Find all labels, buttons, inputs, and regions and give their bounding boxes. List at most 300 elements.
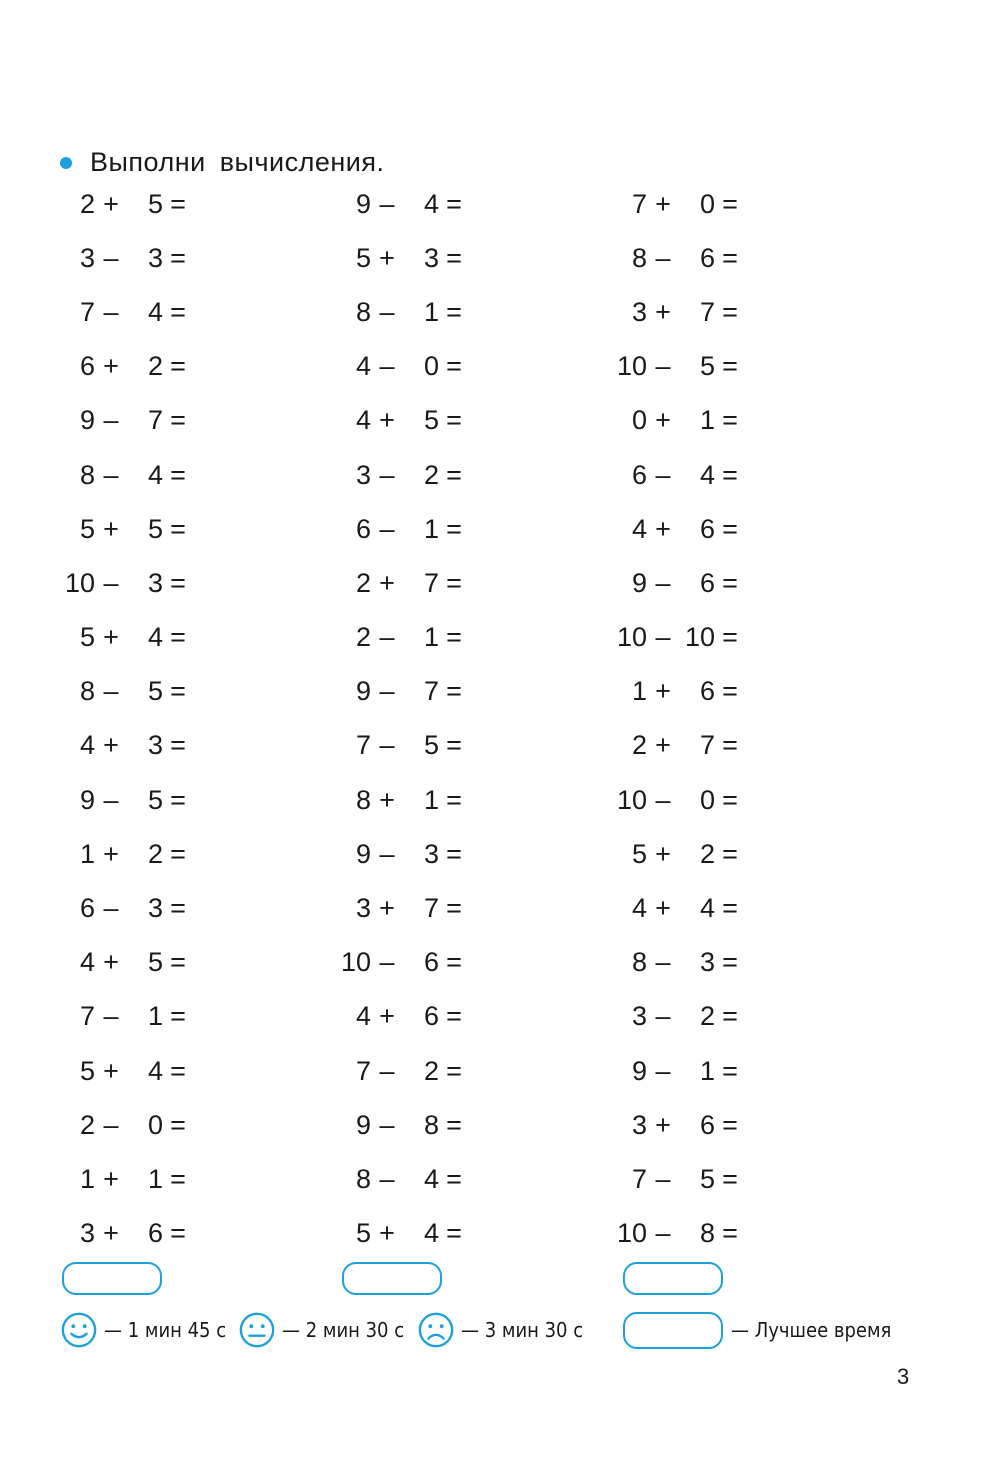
equation-row: [607, 340, 807, 394]
equals-sign: =: [722, 567, 738, 598]
page-number: 3: [897, 1364, 910, 1389]
legend-best-text: — Лучшее время: [731, 1318, 892, 1342]
equals-sign: =: [446, 459, 462, 490]
operand-a: 8: [355, 1163, 371, 1194]
operator: –: [655, 1001, 671, 1032]
operand-a: 1: [79, 1163, 95, 1194]
equation-row: [331, 556, 531, 610]
operator: +: [655, 676, 671, 707]
equals-sign: =: [170, 1055, 186, 1086]
equation-row: [607, 394, 807, 448]
operator: +: [655, 513, 671, 544]
operand-a: 9: [355, 676, 371, 707]
equation-row: [607, 1098, 807, 1152]
operand-b: 4: [147, 622, 163, 653]
operand-a: 10: [616, 1218, 647, 1249]
operand-a: 9: [79, 405, 95, 436]
equals-sign: =: [446, 893, 462, 924]
operator: +: [103, 1218, 119, 1249]
equation-row: [55, 827, 255, 881]
equals-sign: =: [170, 1218, 186, 1249]
bullet-icon: [60, 157, 72, 169]
time-box-column-2[interactable]: [342, 1262, 442, 1295]
operand-b: 4: [147, 459, 163, 490]
operand-a: 7: [631, 188, 647, 219]
equation-row: [331, 827, 531, 881]
equals-sign: =: [170, 1163, 186, 1194]
operator: –: [379, 676, 395, 707]
operator: +: [655, 730, 671, 761]
operator: +: [379, 567, 395, 598]
equation-row: [55, 665, 255, 719]
equals-sign: =: [170, 188, 186, 219]
operator: +: [655, 893, 671, 924]
equation-row: [331, 1152, 531, 1206]
operand-a: 7: [355, 1055, 371, 1086]
equals-sign: =: [170, 459, 186, 490]
operand-b: 7: [699, 730, 715, 761]
equals-sign: =: [722, 1055, 738, 1086]
equation-row: [55, 1044, 255, 1098]
operand-a: 3: [631, 1109, 647, 1140]
operand-a: 1: [631, 676, 647, 707]
equals-sign: =: [170, 351, 186, 382]
operand-b: 2: [423, 1055, 439, 1086]
operand-b: 4: [423, 188, 439, 219]
equation-row: [55, 719, 255, 773]
equation-row: [55, 773, 255, 827]
equation-row: [55, 1098, 255, 1152]
operand-a: 10: [616, 351, 647, 382]
equals-sign: =: [170, 1001, 186, 1032]
equation-row: [607, 285, 807, 339]
equals-sign: =: [446, 1218, 462, 1249]
time-box-column-1[interactable]: [62, 1262, 162, 1295]
equation-row: [331, 936, 531, 990]
equals-sign: =: [722, 296, 738, 327]
equation-row: [55, 448, 255, 502]
operand-a: 9: [631, 1055, 647, 1086]
legend-sad: [417, 1310, 583, 1350]
operator: –: [655, 947, 671, 978]
equals-sign: =: [446, 622, 462, 653]
operand-b: 3: [423, 242, 439, 273]
operand-a: 5: [79, 1055, 95, 1086]
operand-b: 6: [423, 947, 439, 978]
time-box-column-3[interactable]: [623, 1262, 723, 1295]
operator: +: [655, 838, 671, 869]
operand-a: 5: [79, 622, 95, 653]
equals-sign: =: [722, 351, 738, 382]
equals-sign: =: [722, 676, 738, 707]
legend-neutral-text: — 2 мин 30 с: [282, 1318, 405, 1342]
operand-b: 2: [699, 838, 715, 869]
operand-a: 6: [631, 459, 647, 490]
smiley-happy-icon: [60, 1311, 98, 1349]
equals-sign: =: [446, 784, 462, 815]
operator: –: [103, 1001, 119, 1032]
operand-b: 7: [699, 296, 715, 327]
operator: +: [379, 784, 395, 815]
operand-b: 1: [147, 1163, 163, 1194]
equals-sign: =: [170, 242, 186, 273]
equation-row: [331, 502, 531, 556]
operand-b: 2: [147, 351, 163, 382]
equals-sign: =: [722, 730, 738, 761]
operand-a: 5: [355, 242, 371, 273]
operator: –: [379, 188, 395, 219]
equals-sign: =: [446, 405, 462, 436]
equation-row: [607, 719, 807, 773]
equation-column-2: [331, 177, 531, 1261]
equals-sign: =: [446, 242, 462, 273]
legend-best-time: [623, 1310, 891, 1350]
equation-row: [607, 773, 807, 827]
operator: –: [379, 622, 395, 653]
operator: –: [655, 1218, 671, 1249]
operand-b: 1: [423, 784, 439, 815]
equation-row: [331, 448, 531, 502]
operand-a: 4: [79, 730, 95, 761]
operator: –: [103, 676, 119, 707]
equation-row: [55, 990, 255, 1044]
operand-a: 6: [79, 893, 95, 924]
operator: –: [379, 1109, 395, 1140]
equation-row: [331, 340, 531, 394]
equation-row: [331, 719, 531, 773]
operand-a: 10: [64, 567, 95, 598]
legend-neutral: [238, 1310, 404, 1350]
equation-row: [607, 448, 807, 502]
smiley-neutral-icon: [238, 1311, 276, 1349]
operand-b: 5: [699, 1163, 715, 1194]
operator: –: [379, 513, 395, 544]
operator: +: [103, 351, 119, 382]
operand-a: 2: [79, 1109, 95, 1140]
equals-sign: =: [722, 513, 738, 544]
operand-b: 7: [147, 405, 163, 436]
equals-sign: =: [722, 893, 738, 924]
operand-a: 8: [631, 947, 647, 978]
operand-a: 6: [79, 351, 95, 382]
operator: –: [655, 242, 671, 273]
operator: –: [655, 784, 671, 815]
operator: +: [103, 1163, 119, 1194]
operator: –: [103, 296, 119, 327]
operand-b: 1: [699, 405, 715, 436]
operand-b: 3: [147, 893, 163, 924]
operand-a: 9: [355, 1109, 371, 1140]
operand-b: 0: [699, 784, 715, 815]
operand-b: 6: [699, 242, 715, 273]
equals-sign: =: [446, 1109, 462, 1140]
operand-b: 7: [423, 567, 439, 598]
operand-b: 1: [699, 1055, 715, 1086]
operand-b: 5: [699, 351, 715, 382]
operator: –: [655, 459, 671, 490]
operand-a: 7: [79, 1001, 95, 1032]
equals-sign: =: [446, 838, 462, 869]
equation-row: [55, 881, 255, 935]
equation-row: [55, 1152, 255, 1206]
operand-b: 2: [699, 1001, 715, 1032]
operand-a: 0: [631, 405, 647, 436]
equation-row: [55, 231, 255, 285]
operator: +: [655, 188, 671, 219]
equation-row: [607, 177, 807, 231]
operand-b: 10: [684, 622, 715, 653]
operand-b: 5: [147, 676, 163, 707]
equals-sign: =: [722, 459, 738, 490]
operator: +: [379, 893, 395, 924]
operand-a: 8: [631, 242, 647, 273]
equation-row: [331, 611, 531, 665]
operand-a: 4: [79, 947, 95, 978]
legend-happy-text: — 1 мин 45 с: [104, 1318, 227, 1342]
operand-b: 6: [423, 1001, 439, 1032]
legend-sad-text: — 3 мин 30 с: [461, 1318, 584, 1342]
operand-a: 8: [79, 676, 95, 707]
equals-sign: =: [170, 567, 186, 598]
equals-sign: =: [722, 947, 738, 978]
operator: +: [103, 513, 119, 544]
equals-sign: =: [446, 296, 462, 327]
operator: –: [103, 1109, 119, 1140]
operator: +: [103, 188, 119, 219]
operator: +: [379, 1001, 395, 1032]
equation-row: [331, 773, 531, 827]
equals-sign: =: [170, 622, 186, 653]
equation-row: [55, 502, 255, 556]
equals-sign: =: [446, 676, 462, 707]
operand-b: 7: [423, 893, 439, 924]
equals-sign: =: [446, 1055, 462, 1086]
operator: –: [379, 351, 395, 382]
equals-sign: =: [722, 622, 738, 653]
operand-a: 8: [79, 459, 95, 490]
equation-column-3: [607, 177, 807, 1261]
equals-sign: =: [170, 513, 186, 544]
instruction-title: Выполни вычисления.: [90, 146, 385, 177]
operator: –: [379, 459, 395, 490]
equation-row: [55, 611, 255, 665]
operand-a: 3: [79, 242, 95, 273]
operand-a: 2: [355, 622, 371, 653]
operator: –: [655, 1163, 671, 1194]
operand-b: 6: [699, 513, 715, 544]
equation-row: [55, 936, 255, 990]
equals-sign: =: [170, 676, 186, 707]
legend-happy: [60, 1310, 226, 1350]
operator: –: [379, 1055, 395, 1086]
operator: –: [379, 1163, 395, 1194]
operand-a: 5: [631, 838, 647, 869]
equation-row: [55, 1207, 255, 1261]
equation-row: [331, 1207, 531, 1261]
operand-b: 5: [147, 784, 163, 815]
operand-b: 0: [423, 351, 439, 382]
operand-b: 6: [699, 567, 715, 598]
operand-a: 9: [631, 567, 647, 598]
operand-b: 8: [699, 1218, 715, 1249]
operand-a: 7: [631, 1163, 647, 1194]
equation-row: [607, 936, 807, 990]
equals-sign: =: [446, 947, 462, 978]
operator: +: [103, 730, 119, 761]
operand-a: 2: [355, 567, 371, 598]
operand-b: 3: [147, 730, 163, 761]
operator: +: [103, 622, 119, 653]
operand-b: 1: [147, 1001, 163, 1032]
operand-a: 3: [631, 1001, 647, 1032]
operand-b: 5: [423, 730, 439, 761]
operand-b: 0: [699, 188, 715, 219]
equation-row: [607, 881, 807, 935]
equation-row: [331, 394, 531, 448]
operator: –: [103, 242, 119, 273]
equals-sign: =: [170, 730, 186, 761]
operand-a: 1: [79, 838, 95, 869]
equation-row: [55, 394, 255, 448]
operand-b: 4: [423, 1163, 439, 1194]
operand-b: 4: [699, 459, 715, 490]
operator: –: [103, 893, 119, 924]
operand-b: 5: [147, 188, 163, 219]
equals-sign: =: [446, 730, 462, 761]
equals-sign: =: [446, 513, 462, 544]
equation-row: [607, 231, 807, 285]
operator: +: [655, 405, 671, 436]
equals-sign: =: [722, 1218, 738, 1249]
equals-sign: =: [722, 188, 738, 219]
operand-b: 2: [147, 838, 163, 869]
equation-row: [331, 285, 531, 339]
operand-a: 5: [355, 1218, 371, 1249]
equation-row: [331, 177, 531, 231]
equation-row: [607, 611, 807, 665]
operator: +: [103, 1055, 119, 1086]
operand-a: 7: [79, 296, 95, 327]
equation-row: [607, 556, 807, 610]
equation-row: [331, 990, 531, 1044]
equals-sign: =: [170, 1109, 186, 1140]
equals-sign: =: [722, 1163, 738, 1194]
equals-sign: =: [170, 784, 186, 815]
equation-row: [607, 665, 807, 719]
operand-b: 1: [423, 296, 439, 327]
equation-row: [607, 502, 807, 556]
operand-a: 9: [355, 838, 371, 869]
operator: –: [379, 838, 395, 869]
operator: –: [103, 567, 119, 598]
operator: +: [103, 838, 119, 869]
operator: –: [655, 567, 671, 598]
equals-sign: =: [722, 405, 738, 436]
operand-b: 4: [423, 1218, 439, 1249]
operand-a: 9: [79, 784, 95, 815]
operand-a: 10: [340, 947, 371, 978]
operand-a: 3: [355, 459, 371, 490]
equation-row: [607, 1044, 807, 1098]
operand-a: 10: [616, 622, 647, 653]
operator: +: [103, 947, 119, 978]
equals-sign: =: [446, 351, 462, 382]
equals-sign: =: [446, 1163, 462, 1194]
equals-sign: =: [446, 188, 462, 219]
operand-b: 1: [423, 513, 439, 544]
operator: +: [655, 1109, 671, 1140]
equation-row: [607, 1207, 807, 1261]
operand-b: 4: [699, 893, 715, 924]
operand-b: 3: [147, 242, 163, 273]
equation-row: [55, 556, 255, 610]
equals-sign: =: [446, 1001, 462, 1032]
operand-b: 5: [147, 513, 163, 544]
operator: –: [379, 730, 395, 761]
equals-sign: =: [722, 242, 738, 273]
operand-a: 8: [355, 296, 371, 327]
operator: –: [379, 947, 395, 978]
operand-b: 3: [699, 947, 715, 978]
operand-a: 2: [79, 188, 95, 219]
equals-sign: =: [170, 405, 186, 436]
operand-b: 4: [147, 296, 163, 327]
equation-row: [55, 177, 255, 231]
operator: –: [103, 784, 119, 815]
equation-row: [55, 285, 255, 339]
operator: –: [655, 622, 671, 653]
equals-sign: =: [722, 1001, 738, 1032]
operator: –: [103, 459, 119, 490]
smiley-sad-icon: [417, 1311, 455, 1349]
operand-a: 4: [355, 1001, 371, 1032]
equation-row: [607, 990, 807, 1044]
operand-a: 3: [79, 1218, 95, 1249]
operator: –: [655, 1055, 671, 1086]
equation-row: [331, 665, 531, 719]
equals-sign: =: [170, 296, 186, 327]
equation-row: [607, 827, 807, 881]
operand-b: 6: [147, 1218, 163, 1249]
operand-b: 5: [147, 947, 163, 978]
operand-a: 4: [355, 405, 371, 436]
operand-a: 6: [355, 513, 371, 544]
operand-b: 6: [699, 676, 715, 707]
operand-b: 3: [423, 838, 439, 869]
operand-a: 7: [355, 730, 371, 761]
operand-a: 3: [355, 893, 371, 924]
equation-row: [331, 231, 531, 285]
equals-sign: =: [446, 567, 462, 598]
operand-b: 3: [147, 567, 163, 598]
equation-column-1: [55, 177, 255, 1261]
equals-sign: =: [722, 838, 738, 869]
operand-b: 0: [147, 1109, 163, 1140]
operand-a: 4: [631, 513, 647, 544]
operand-a: 9: [355, 188, 371, 219]
equation-row: [55, 340, 255, 394]
operand-a: 4: [631, 893, 647, 924]
operator: –: [103, 405, 119, 436]
operand-a: 4: [355, 351, 371, 382]
operator: –: [655, 351, 671, 382]
operand-b: 5: [423, 405, 439, 436]
equals-sign: =: [170, 838, 186, 869]
operator: +: [379, 405, 395, 436]
operand-b: 2: [423, 459, 439, 490]
best-time-box[interactable]: [623, 1312, 723, 1349]
operand-a: 5: [79, 513, 95, 544]
